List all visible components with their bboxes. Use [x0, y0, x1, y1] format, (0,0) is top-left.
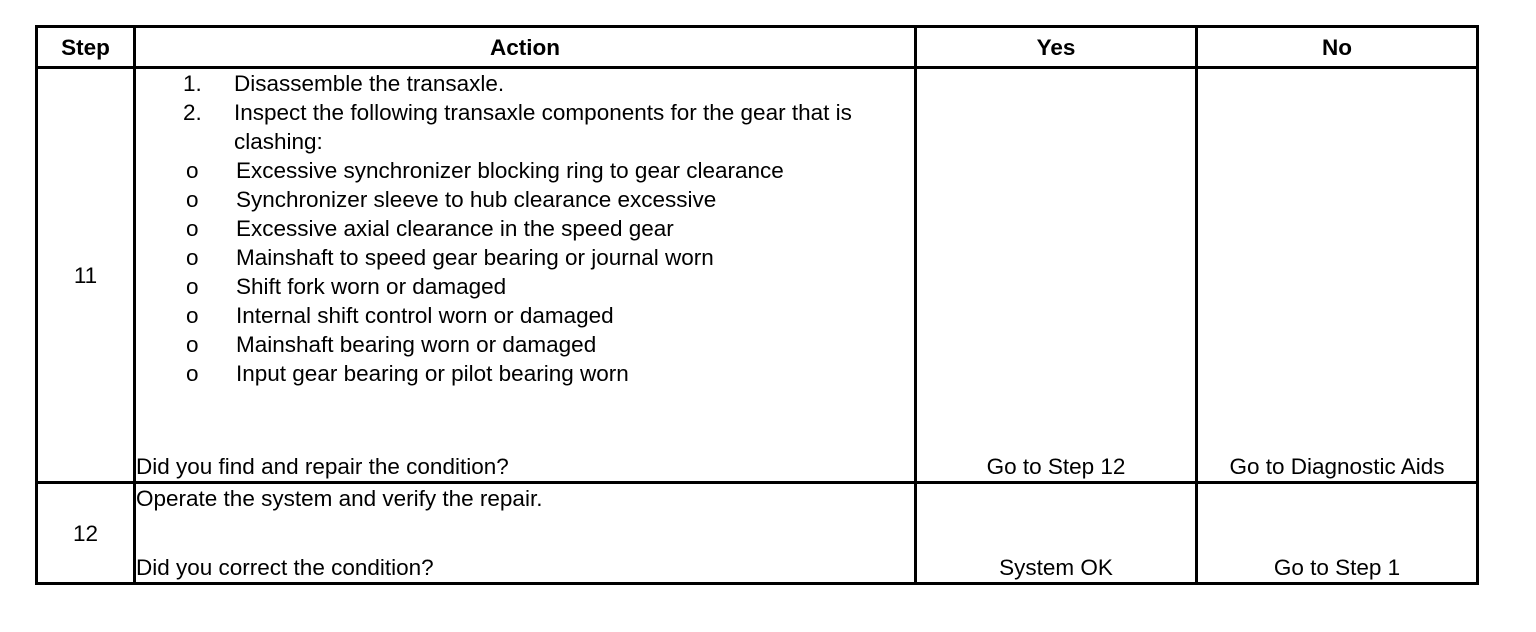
bullet-icon: o — [186, 158, 199, 183]
checklist-text: Internal shift control worn or damaged — [236, 303, 614, 328]
checklist-text: Synchronizer sleeve to hub clearance excessive — [236, 187, 717, 212]
bullet-icon: o — [186, 216, 199, 241]
header-step: Step — [37, 27, 135, 68]
yes-result: Go to Step 12 — [916, 68, 1197, 483]
bullet-icon: o — [186, 361, 199, 386]
instruction-text: Disassemble the transaxle. — [234, 71, 505, 96]
table-row-step-12 — [37, 483, 1478, 584]
checklist-text: Excessive axial clearance in the speed gear — [236, 216, 674, 241]
checklist-item — [136, 272, 914, 301]
checklist-item — [136, 214, 914, 243]
bullet-icon: o — [186, 274, 199, 299]
checklist-item — [136, 156, 914, 185]
step-number: 11 — [37, 68, 135, 483]
component-checklist — [136, 156, 914, 388]
instruction-item — [136, 69, 914, 98]
header-yes: Yes — [916, 27, 1197, 68]
checklist-text: Mainshaft to speed gear bearing or journal worn — [236, 245, 714, 270]
bullet-icon: o — [186, 303, 199, 328]
checklist-item — [136, 185, 914, 214]
header-action: Action — [135, 27, 916, 68]
table-row-step-11 — [37, 68, 1478, 483]
bullet-icon: o — [186, 187, 199, 212]
header-no: No — [1197, 27, 1478, 68]
action-cell — [135, 483, 916, 584]
instruction-text: Inspect the following transaxle components for the gear that is clashing: — [234, 100, 852, 154]
action-question: Did you correct the condition? — [136, 555, 434, 580]
diagnostic-table — [35, 25, 1479, 585]
action-instructions — [136, 69, 914, 388]
action-question: Did you find and repair the condition? — [136, 454, 509, 479]
checklist-item — [136, 243, 914, 272]
bullet-icon: o — [186, 332, 199, 357]
action-cell — [135, 68, 916, 483]
checklist-text: Mainshaft bearing worn or damaged — [236, 332, 597, 357]
action-instruction: Operate the system and verify the repair. — [136, 486, 543, 511]
checklist-text: Input gear bearing or pilot bearing worn — [236, 361, 629, 386]
yes-result: System OK — [916, 483, 1197, 584]
instruction-item — [136, 98, 914, 156]
checklist-item — [136, 330, 914, 359]
instruction-number: 1. — [183, 71, 202, 96]
checklist-text: Shift fork worn or damaged — [236, 274, 507, 299]
checklist-item — [136, 301, 914, 330]
no-result: Go to Diagnostic Aids — [1197, 68, 1478, 483]
instruction-list — [136, 69, 914, 156]
bullet-icon: o — [186, 245, 199, 270]
instruction-number: 2. — [183, 100, 202, 125]
header-row — [37, 27, 1478, 68]
step-number: 12 — [37, 483, 135, 584]
checklist-item — [136, 359, 914, 388]
no-result: Go to Step 1 — [1197, 483, 1478, 584]
checklist-text: Excessive synchronizer blocking ring to gear clearance — [236, 158, 784, 183]
